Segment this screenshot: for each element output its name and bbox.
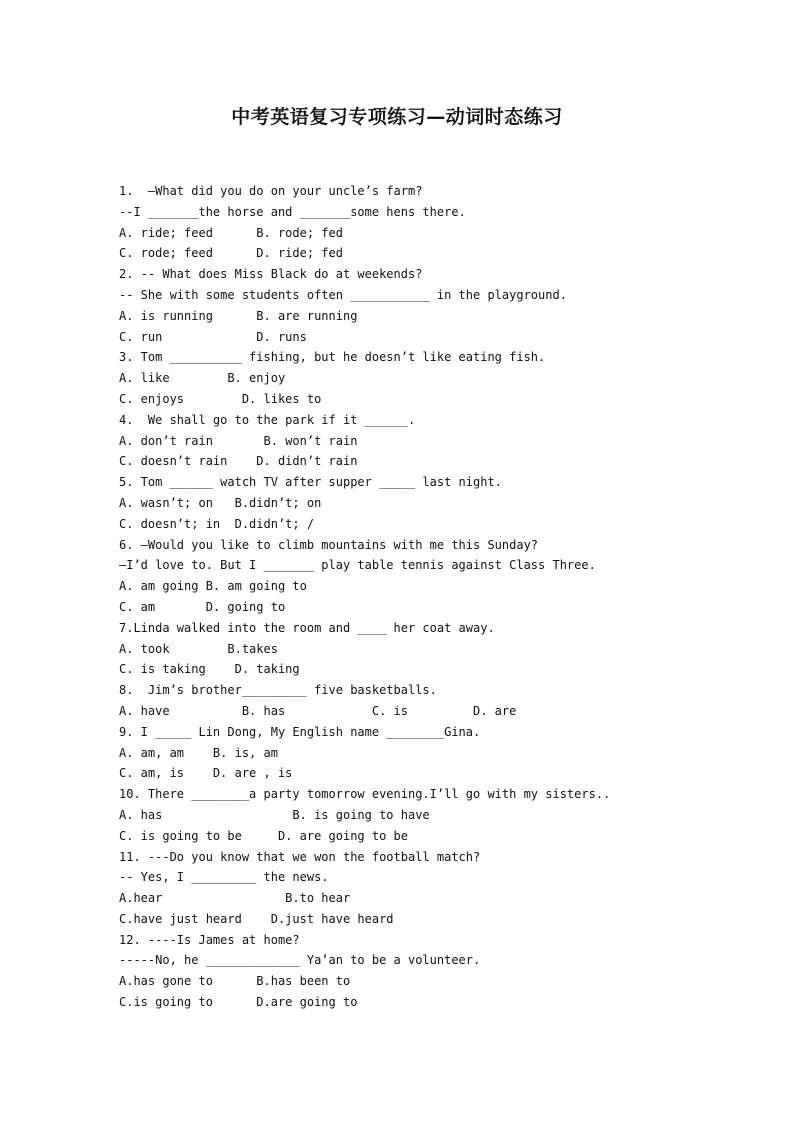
question-2-options-ab: A. is running B. are running: [119, 308, 358, 323]
question-8-options: A. have B. has C. is D. are: [119, 703, 517, 718]
question-11-prompt: 11. ---Do you know that we won the football match?: [119, 849, 481, 864]
question-2-options-cd: C. run D. runs: [119, 329, 307, 344]
question-7-options-cd: C. is taking D. taking: [119, 662, 300, 677]
question-5-options-cd: C. doesn’t; in D.didn’t; /: [119, 516, 315, 531]
question-1-options-ab: A. ride; feed B. rode; fed: [119, 225, 343, 240]
question-6-reply: —I’d love to. But I _______ play table tennis against Class Three.: [119, 558, 596, 573]
question-12-reply: -----No, he _____________ Ya’an to be a volunteer.: [119, 953, 481, 968]
question-1-prompt: 1. –What did you do on your uncle’s farm?: [119, 184, 423, 198]
question-1-reply: --I _______the horse and _______some hens there.: [119, 204, 466, 219]
question-10-options-cd: C. is going to be D. are going to be: [119, 828, 408, 843]
question-2-prompt: 2. -- What does Miss Black do at weekends?: [119, 267, 423, 282]
question-11-options-cd: C.have just heard D.just have heard: [119, 911, 394, 926]
question-9-options-ab: A. am, am B. is, am: [119, 745, 278, 760]
question-6-prompt: 6. —Would you like to climb mountains with me this Sunday?: [119, 537, 539, 552]
question-7-prompt: 7.Linda walked into the room and ____ her coat away.: [119, 620, 495, 635]
question-12-prompt: 12. ----Is James at home?: [119, 932, 300, 947]
question-12-options-ab: A.has gone to B.has been to: [119, 974, 351, 989]
question-7-options-ab: A. took B.takes: [119, 641, 278, 656]
question-12-options-cd: C.is going to D.are going to: [119, 995, 358, 1010]
exercise-body: [119, 181, 779, 1013]
question-10-options-ab: A. has B. is going to have: [119, 807, 430, 822]
question-9-prompt: 9. I _____ Lin Dong, My English name ________Gina.: [119, 724, 481, 739]
question-4-options-ab: A. don’t rain B. won’t rain: [119, 433, 358, 448]
question-3-options-ab: A. like B. enjoy: [119, 371, 286, 386]
question-3-prompt: 3. Tom __________ fishing, but he doesn’t like eating fish.: [119, 350, 546, 365]
question-6-options-cd: C. am D. going to: [119, 599, 286, 614]
question-5-prompt: 5. Tom ______ watch TV after supper _____ last night.: [119, 475, 502, 490]
question-6-options-ab: A. am going B. am going to: [119, 579, 307, 594]
question-4-prompt: 4. We shall go to the park if it ______.: [119, 412, 416, 427]
question-2-reply: -- She with some students often ___________ in the playground.: [119, 287, 567, 302]
page-title: 中考英语复习专项练习—动词时态练习: [231, 106, 563, 128]
question-1-options-cd: C. rode; feed D. ride; fed: [119, 246, 343, 261]
question-11-options-ab: A.hear B.to hear: [119, 891, 351, 906]
question-3-options-cd: C. enjoys D. likes to: [119, 391, 322, 406]
question-11-reply: -- Yes, I _________ the news.: [119, 870, 329, 885]
question-9-options-cd: C. am, is D. are , is: [119, 766, 293, 781]
question-10-prompt: 10. There ________a party tomorrow evening.I’ll go with my sisters..: [119, 787, 611, 802]
question-8-prompt: 8. Jim’s brother_________ five basketballs.: [119, 683, 437, 698]
question-5-options-ab: A. wasn’t; on B.didn’t; on: [119, 495, 322, 510]
question-4-options-cd: C. doesn’t rain D. didn’t rain: [119, 454, 358, 469]
